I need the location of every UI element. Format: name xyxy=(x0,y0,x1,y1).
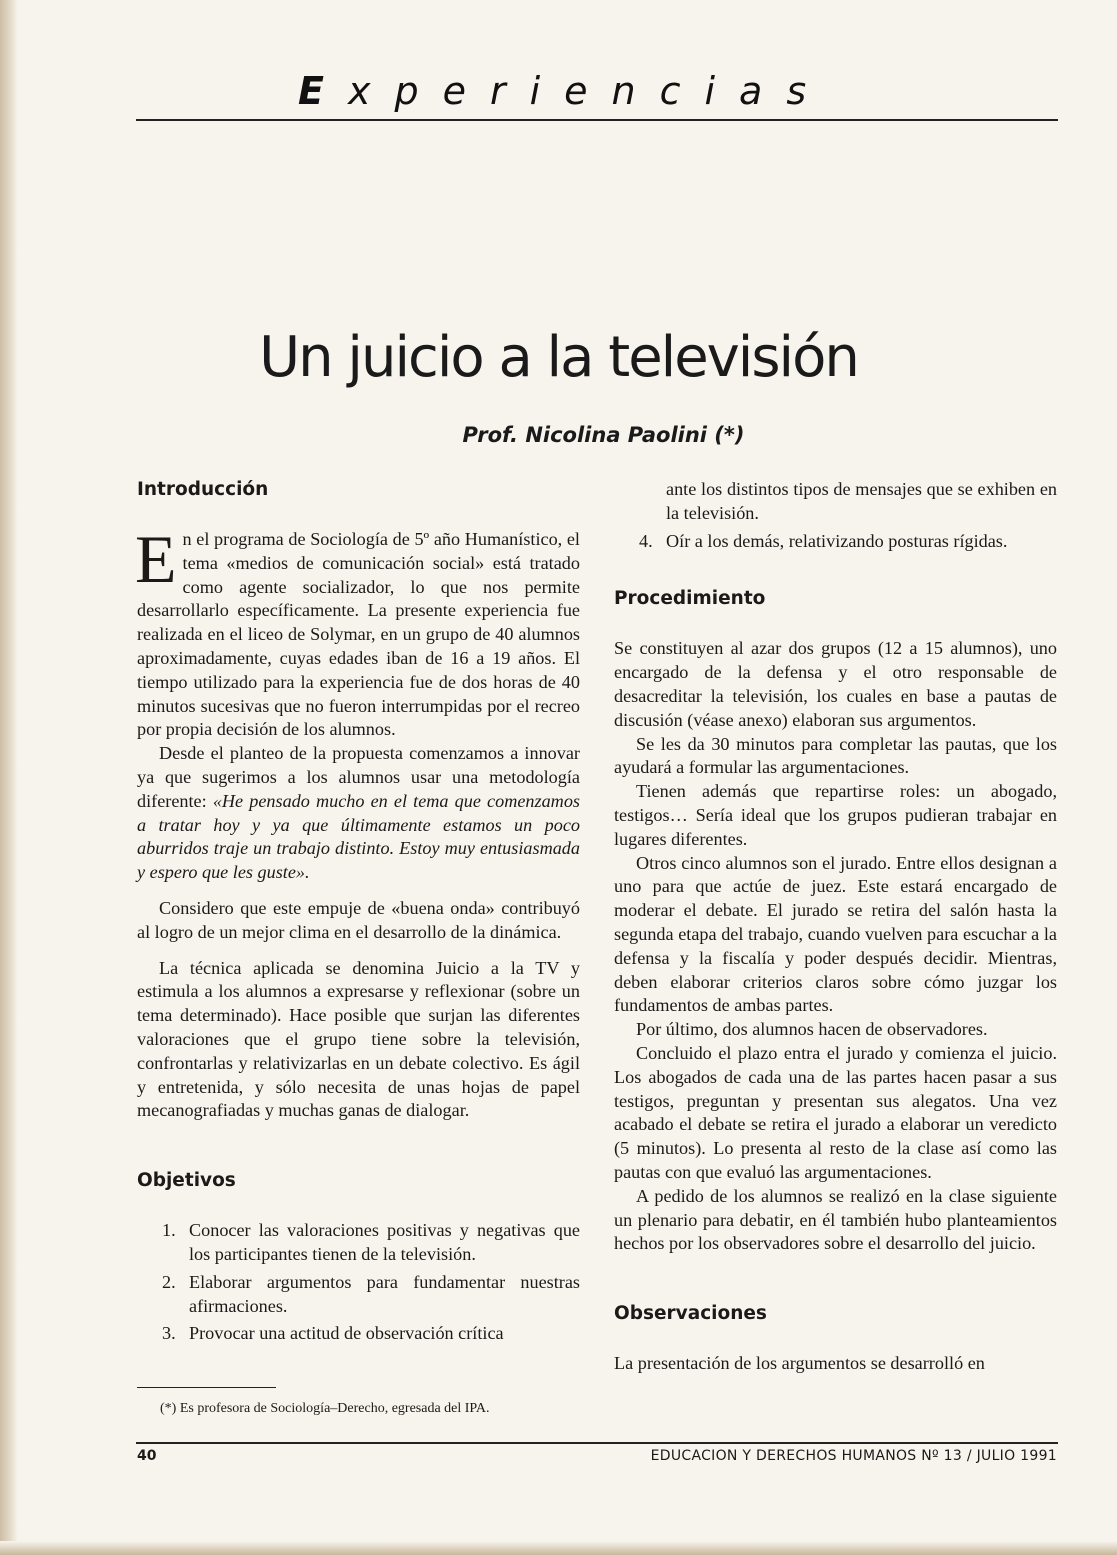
procedure-paragraph: Tienen además que repartirse roles: un abogado, testigos… Sería ideal que los grupos pudieran trabajar en lugares diferentes. xyxy=(614,781,1057,849)
right-column xyxy=(614,478,1057,1376)
objective-number: 4. xyxy=(639,530,653,551)
objective-item xyxy=(137,1219,580,1267)
objectives-list-continued xyxy=(614,478,1057,553)
procedure-paragraph: Se les da 30 minutos para completar las pautas, que los ayudará a formular las argumentaciones. xyxy=(614,733,1057,778)
objective-text: Provocar una actitud de observación crítica xyxy=(189,1323,504,1344)
observations-heading: Observaciones xyxy=(614,1303,767,1325)
section-banner-rest: xperiencias xyxy=(347,69,831,113)
intro-paragraph-1-text: n el programa de Sociología de 5º año Humanístico, el tema «medios de comunicación social» está tratado como agente socializador, lo que nos permite desarrollarlo específicamente. La presente experiencia fue realizada en el liceo de Solymar, en un grupo de 40 alumnos aproximadamente, cuyas edades iban de 16 a 19 años. El tiempo utilizado para la experiencia fue de dos horas de 40 minutos sucesivas que no fueron interrumpidas por el recreo por propia decisión de los alumnos. xyxy=(137,529,580,740)
publication-footer: EDUCACION Y DERECHOS HUMANOS Nº 13 / JULIO 1991 xyxy=(650,1448,1057,1464)
drop-cap: E xyxy=(135,521,177,597)
objective-text: Oír a los demás, relativizando posturas rígidas. xyxy=(666,530,1008,551)
observations-paragraph: La presentación de los argumentos se desarrolló en xyxy=(614,1353,985,1374)
left-column xyxy=(137,478,580,1350)
intro-paragraph-1 xyxy=(135,521,580,742)
procedure-paragraph: Concluido el plazo entra el jurado y comienza el juicio. Los abogados de cada una de las partes hacen pasar a sus testigos, preguntan y presentan sus alegatos. Una vez acabado el debate se retira el jurado a elaborar un veredicto (5 minutos). Lo presenta al resto de la clase así como las pautas con que evaluó las argumentaciones. xyxy=(614,1042,1057,1182)
objective-text: Elaborar argumentos para fundamentar nuestras afirmaciones. xyxy=(189,1271,580,1316)
intro-paragraph-4: La técnica aplicada se denomina Juicio a la TV y estimula a los alumnos a expresarse y reflexionar (sobre un tema determinado). Hace posible que surjan las diferentes valoraciones que el grupo tiene sobre la televisión, confrontarlas y relativizarlas en un debate colectivo. Es ágil y entretenida, y sólo necesita de unas hojas de papel mecanografiadas y muchas ganas de dialogar. xyxy=(137,957,580,1121)
objective-item xyxy=(137,1322,580,1346)
procedure-paragraph: A pedido de los alumnos se realizó en la clase siguiente un plenario para debatir, en él también hubo planteamientos hechos por los observadores sobre el desarrollo del juicio. xyxy=(614,1185,1057,1254)
objective-item xyxy=(137,1271,580,1319)
objective-item-continued xyxy=(614,478,1057,526)
procedure-paragraph: Otros cinco alumnos son el jurado. Entre ellos designan a uno para que actúe de juez. Este estará encargado de moderar el debate. El jurado se retira del salón hasta la segunda etapa del trabajo, cuando vuelven para escuchar a la defensa y la fiscalía y poder después decidir. Mientras, deben elaborar criterios claros sobre cómo juzgar los fundamentos de ambas partes. xyxy=(614,852,1057,1016)
objectives-list xyxy=(137,1219,580,1346)
objectives-heading: Objetivos xyxy=(137,1170,236,1192)
objective-number: 2. xyxy=(162,1271,176,1292)
objective-number: 1. xyxy=(162,1220,176,1241)
intro-paragraph-2-quote: «He pensado mucho en el tema que comenzamos a tratar hoy y ya que últimamente estamos un poco aburridos traje un trabajo distinto. Estoy muy entusiasmada y espero que les guste». xyxy=(137,790,580,883)
page-edge-shadow xyxy=(0,0,18,1555)
page-number: 40 xyxy=(137,1448,157,1464)
article-author: Prof. Nicolina Paolini (*) xyxy=(462,423,745,447)
objective-text: ante los distintos tipos de mensajes que se exhiben en la televisión. xyxy=(666,479,1057,523)
page-bottom-shadow xyxy=(0,1541,1117,1555)
intro-paragraph-2-lead: Desde el planteo de la propuesta comenzamos a innovar ya que sugerimos a los alumnos usar una metodología diferente: xyxy=(137,743,580,811)
procedure-paragraph: Por último, dos alumnos hacen de observadores. xyxy=(636,1019,988,1040)
intro-heading: Introducción xyxy=(137,479,269,500)
objective-text: Conocer las valoraciones positivas y negativas que los participantes tienen de la televisión. xyxy=(189,1220,580,1264)
intro-paragraph-2 xyxy=(137,742,580,885)
intro-paragraph-3: Considero que este empuje de «buena onda» contribuyó al logro de un mejor clima en el desarrollo de la dinámica. xyxy=(137,897,580,942)
procedure-paragraph: Se constituyen al azar dos grupos (12 a 15 alumnos), uno encargado de la defensa y el otro responsable de desacreditar la televisión, los cuales en base a pautas de discusión (véase anexo) elaboran sus argumentos. xyxy=(614,638,1057,730)
objective-item xyxy=(614,530,1057,554)
section-banner xyxy=(298,69,831,113)
objective-number: 3. xyxy=(162,1323,176,1344)
procedure-heading: Procedimiento xyxy=(614,588,766,610)
section-banner-initial: E xyxy=(298,69,348,113)
article-title: Un juicio a la televisión xyxy=(259,325,858,390)
footnote-rule xyxy=(137,1387,276,1388)
footnote: (*) Es profesora de Sociología–Derecho, egresada del IPA. xyxy=(160,1401,490,1416)
header-rule xyxy=(136,119,1058,121)
footer-rule xyxy=(136,1442,1058,1444)
